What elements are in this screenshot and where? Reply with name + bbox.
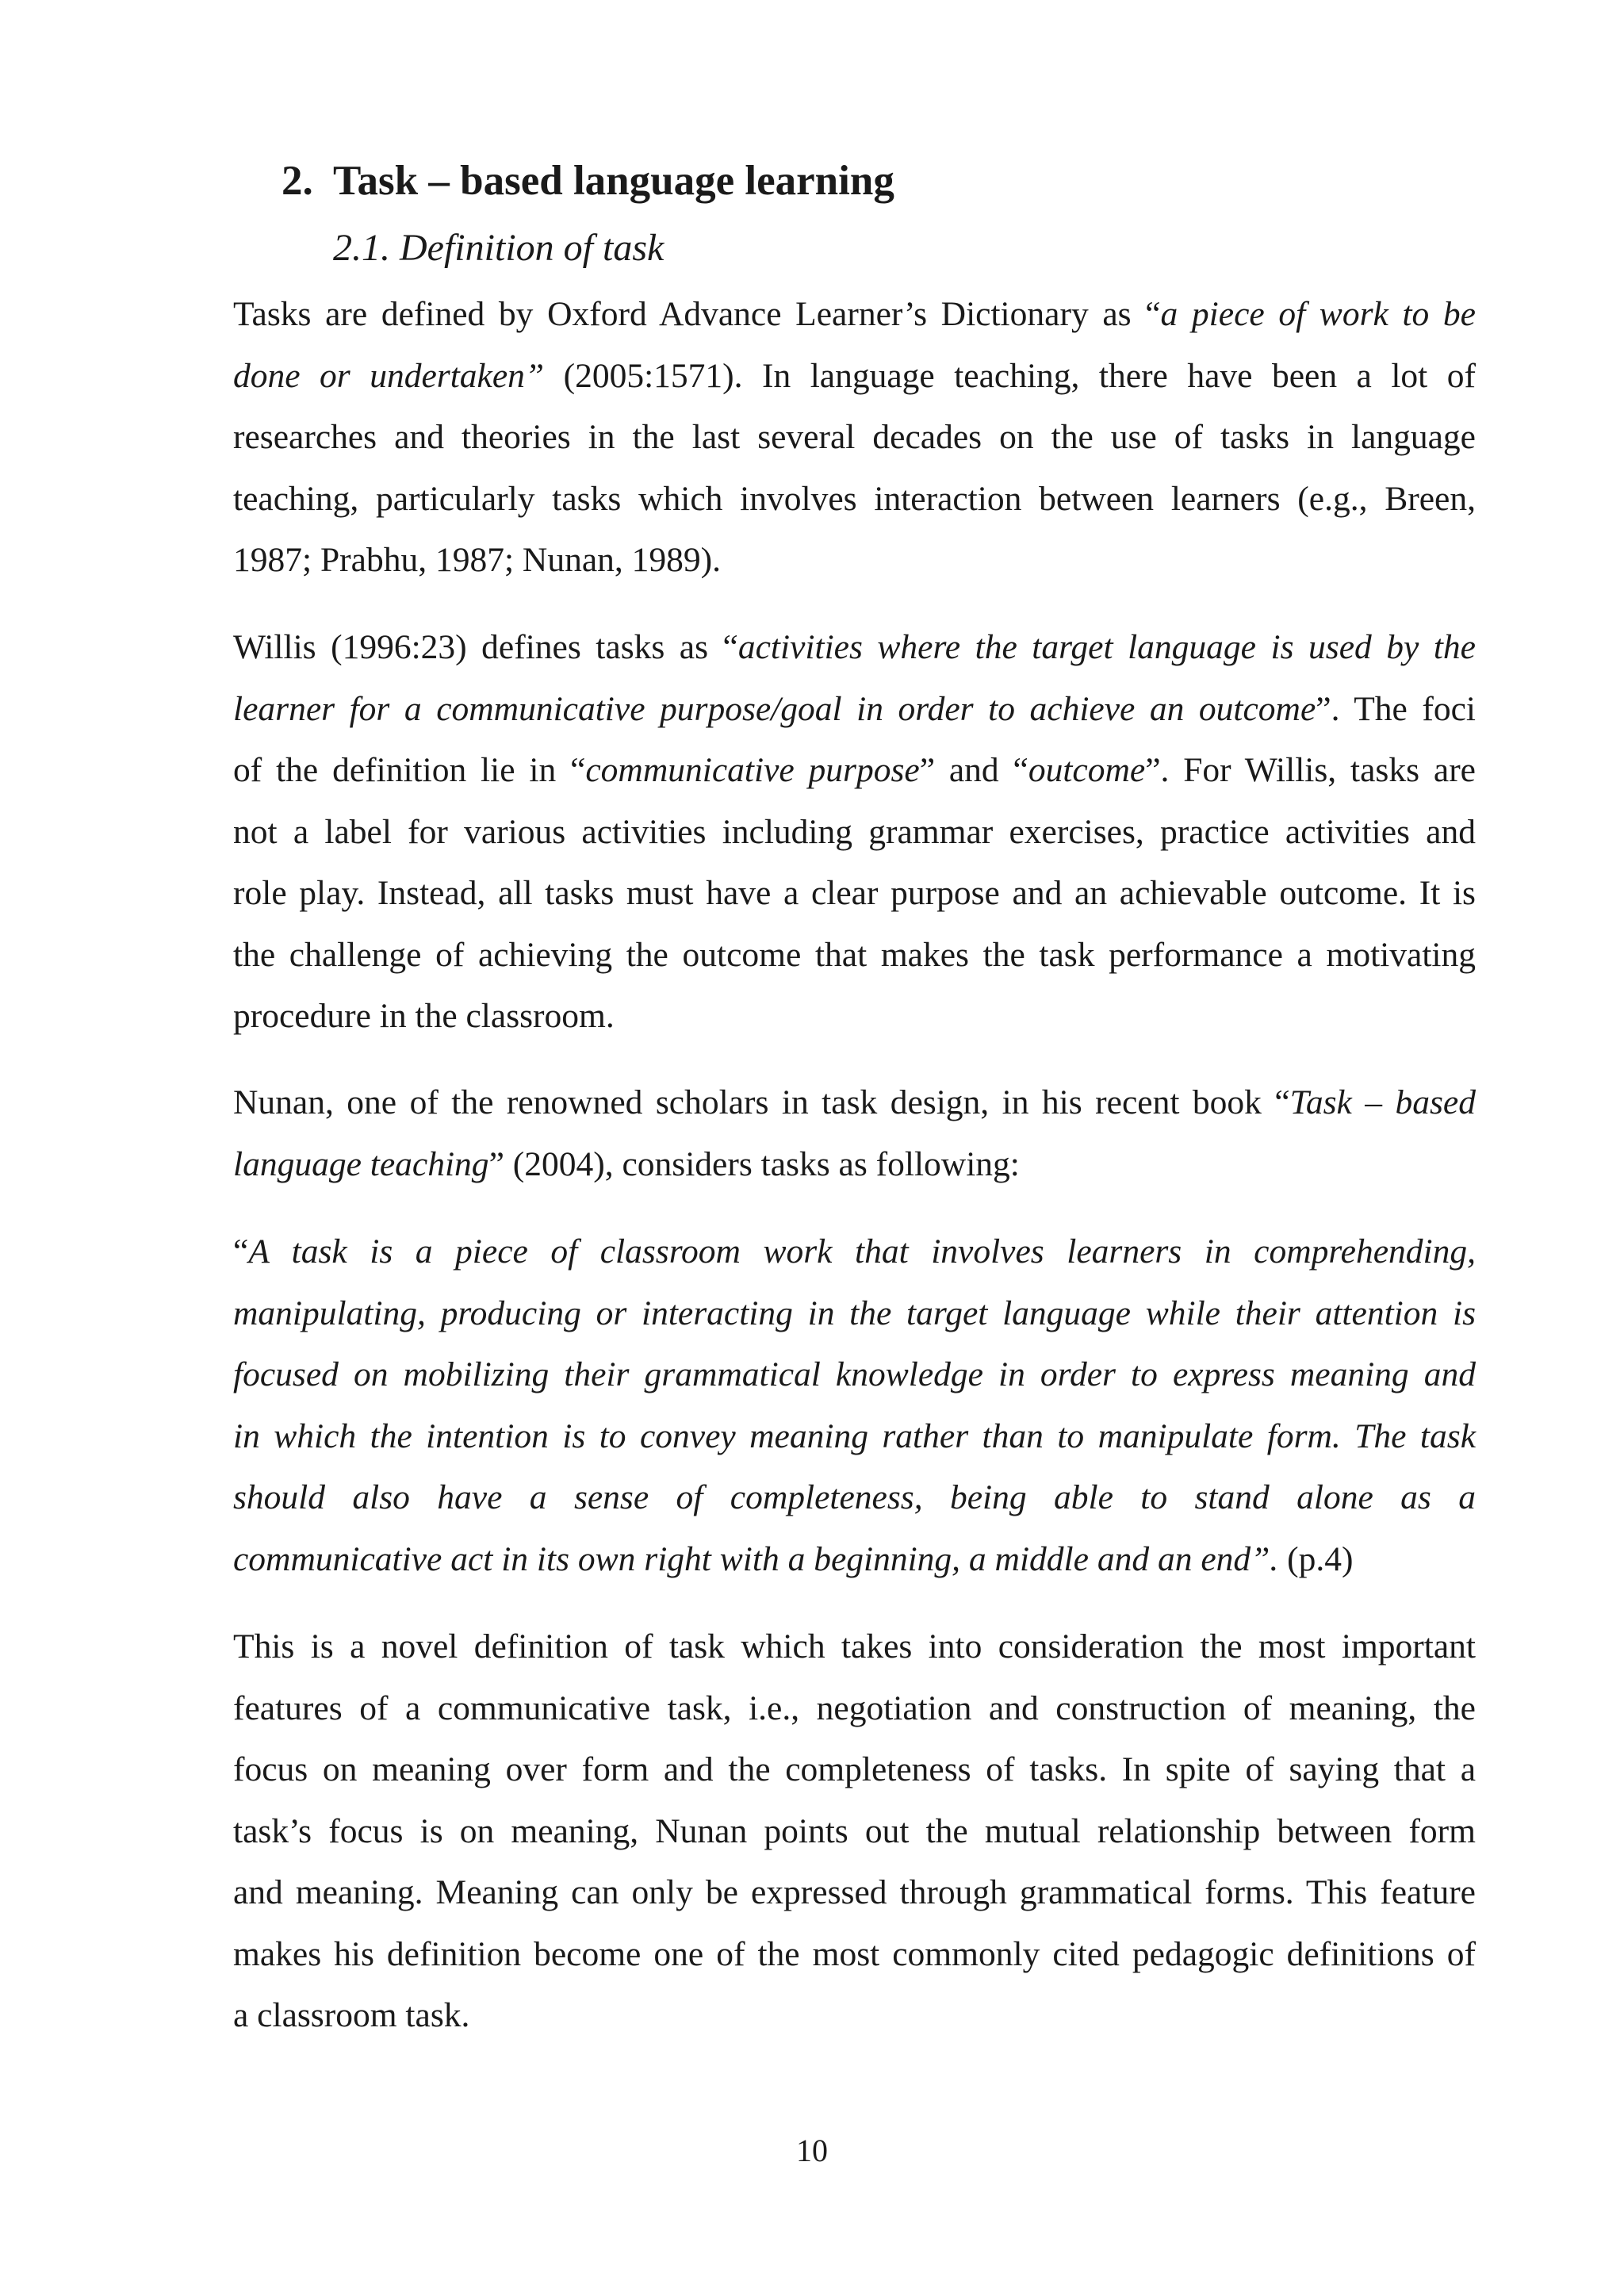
text-line: This is a novel definition of task which takes into consideration the most important [233,1627,1476,1665]
text-line: focused on mobilizing their grammatical knowledge in order to express meaning and [233,1355,1476,1393]
text-line: of the definition lie in “communicative purpose” and “outcome”. For Willis, tasks are [233,751,1476,789]
text-line: not a label for various activities including grammar exercises, practice activities and [233,812,1476,851]
text-line: manipulating, producing or interacting in the target language while their attention is [233,1294,1476,1332]
text-line: in which the intention is to convey meaning rather than to manipulate form. The task [233,1416,1476,1455]
text-line: teaching, particularly tasks which involves interaction between learners (e.g., Breen, [233,479,1476,518]
text-line: the challenge of achieving the outcome that makes the task performance a motivating [233,935,1476,974]
section-number: 2. [282,158,313,204]
text-line: task’s focus is on meaning, Nunan points out the mutual relationship between form [233,1811,1476,1850]
paragraph-willis-definition [233,617,1476,1048]
text-line: communicative act in its own right with a beginning, a middle and an end”. (p.4) [233,1539,1354,1578]
text-line: researches and theories in the last several decades on the use of tasks in language [233,418,1476,456]
subsection-heading: 2.1. Definition of task [333,227,665,269]
text-line: procedure in the classroom. [233,997,615,1035]
section-heading [282,153,894,209]
text-line: role play. Instead, all tasks must have a clear purpose and an achievable outcome. It is [233,874,1476,912]
paragraph-nunan-quote [233,1221,1476,1590]
text-line: should also have a sense of completeness, being able to stand alone as a [233,1478,1476,1516]
section-title: Task – based language learning [333,158,894,204]
text-line: learner for a communicative purpose/goal in order to achieve an outcome”. The foci [233,689,1476,728]
paragraph-dictionary-definition [233,284,1476,592]
text-line: makes his definition become one of the most commonly cited pedagogic definitions of [233,1934,1476,1973]
text-line: Willis (1996:23) defines tasks as “activities where the target language is used by the [233,628,1476,666]
text-line: Tasks are defined by Oxford Advance Learner’s Dictionary as “a piece of work to be [233,295,1476,333]
paragraph-nunan-intro [233,1072,1476,1195]
page-number: 10 [796,2133,828,2168]
text-line: focus on meaning over form and the completeness of tasks. In spite of saying that a [233,1750,1476,1788]
text-line: Nunan, one of the renowned scholars in task design, in his recent book “Task – based [233,1083,1476,1121]
text-line: 1987; Prabhu, 1987; Nunan, 1989). [233,541,721,579]
text-line: done or undertaken” (2005:1571). In language teaching, there have been a lot of [233,356,1476,395]
text-line: language teaching” (2004), considers tasks as following: [233,1144,1020,1183]
text-line: features of a communicative task, i.e., negotiation and construction of meaning, the [233,1688,1476,1727]
text-line: and meaning. Meaning can only be expressed through grammatical forms. This feature [233,1873,1476,1911]
text-line: “A task is a piece of classroom work that involves learners in comprehending, [233,1232,1476,1271]
text-line: a classroom task. [233,1996,470,2034]
paragraph-novel-definition [233,1616,1476,2047]
